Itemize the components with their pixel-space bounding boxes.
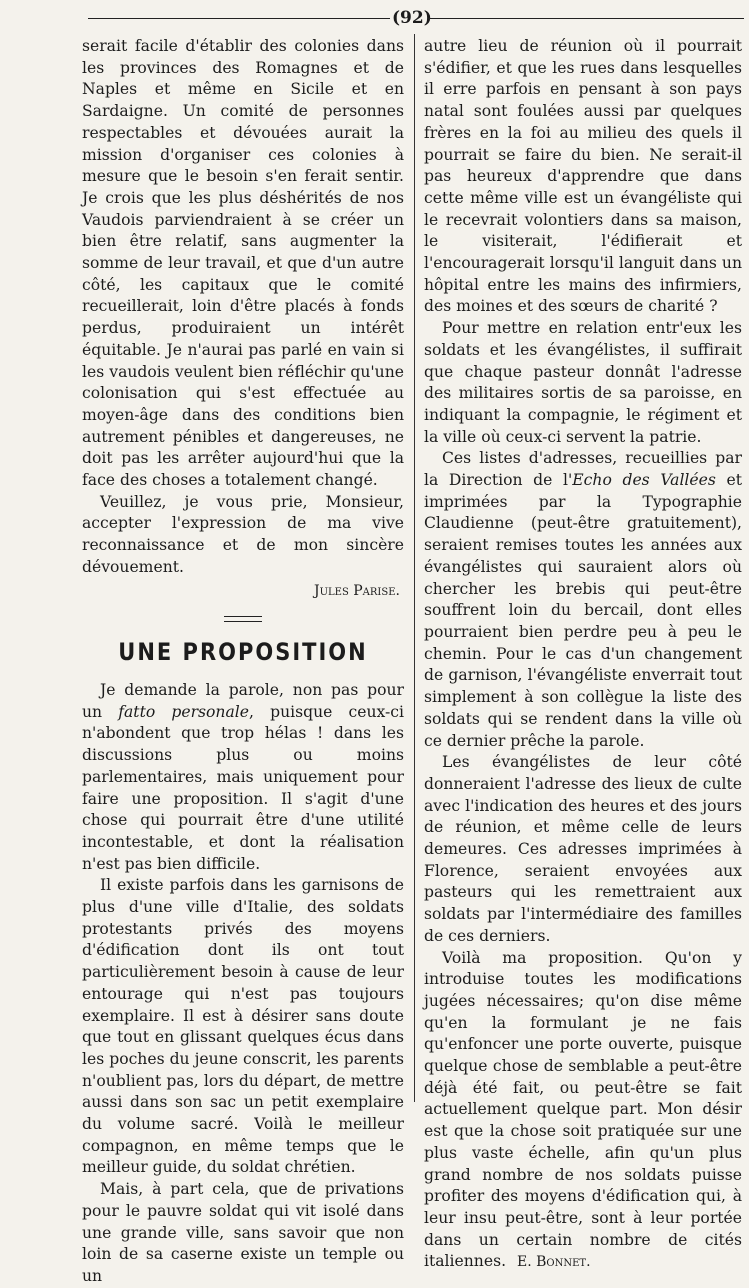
header-rule-right <box>428 18 744 19</box>
section-separator <box>224 616 262 622</box>
article-paragraph-3-end: autre lieu de réunion où il pourrait s'édifier, et que les rues dans lesquelles il erre parfois en pensant à son pays natal sont foulées aussi par quelques frères en la foi au milieu des quels il pourrait se faire du bien. Ne serait-il pas heureux d'apprendre que dans cette même ville est un évangéliste qui le recevrait volontiers dans sa maison, le visiterait, l'édifierait et l'encouragerait lorsqu'il languit dans un hôpital entre les mains des infirmiers, des moines et des sœurs de charité ? <box>424 37 742 316</box>
page-number: (92) <box>392 8 432 28</box>
article-paragraph-3-start: Mais, à part cela, que de privations pour le pauvre soldat qui vit isolé dans une grande ville, sans savoir que non loin de sa caserne existe un temple ou un <box>82 1180 404 1285</box>
article-signature: E. Bonnet. <box>517 1254 591 1271</box>
article-paragraph-2: Il existe parfois dans les garnisons de plus d'une ville d'Italie, des soldats protestants privés des moyens d'édification dont ils ont tout particulièrement besoin à cause de leur entourage qui n'est pas toujours exemplaire. Il est à désirer sans doute que tout en glissant quelques écus dans les poches du jeune conscrit, les parents n'oublient pas, lors du départ, de mettre aussi dans son sac un petit exemplaire du volume sacré. Voilà le meilleur compagnon, en même temps que le meilleur guide, du soldat chrétien. <box>82 876 404 1177</box>
letter-continued-paragraph: serait facile d'établir des colonies dans les provinces des Romagnes et de Naples et même en Sicile et en Sardaigne. Un comité de personnes respectables et dévouées aurait la mission d'organiser ces colonies à mesure que le besoin s'en ferait sentir. Je crois que les plus déshérités de nos Vaudois parviendraient à se créer un bien être relatif, sans augmenter la somme de leur travail, et que d'un autre côté, les capitaux que le comité recueillerait, loin d'être placés à fonds perdus, produiraient un intérêt équitable. Je n'aurai pas parlé en vain si les vaudois veulent bien réfléchir qu'une colonisation qui s'est effectuée au moyen-âge dans des conditions bien autrement pénibles et dangereuses, ne doit pas les arrêter aujourd'hui que la face des choses a totalement changé. <box>82 37 404 490</box>
paragraph-5-text-a: Ces listes d'adresses, recueillies par la Direction de l' <box>424 449 742 490</box>
article-paragraph-4: Pour mettre en relation entr'eux les soldats et les évangélistes, il suffirait que chaque pasteur donnât l'adresse des militaires sortis de sa paroisse, en indiquant la compagnie, le régiment et la ville où ceux-ci servent la patrie. <box>424 319 742 446</box>
letter-closing: Veuillez, je vous prie, Monsieur, accepter l'expression de ma vive reconnaissance et de mon sincère dévouement. <box>82 492 404 576</box>
paragraph-5-italic: Echo des Vallées <box>572 471 716 490</box>
article-title: UNE PROPOSITION <box>118 638 368 666</box>
left-column <box>82 36 404 1288</box>
article-paragraph-1 <box>82 680 404 875</box>
header-rule-left <box>88 18 390 19</box>
right-column <box>424 36 742 1274</box>
page-header <box>0 6 749 28</box>
article-paragraph-5 <box>424 448 742 752</box>
paragraph-1-italic: fatto personale <box>118 702 249 721</box>
paragraph-1-text-b: , puisque ceux-ci n'abondent que trop hélas ! dans les discussions plus ou moins parlementaires, mais uniquement pour faire une proposition. Il s'agit d'une chose qui pourrait être d'une utilité incontestable, et dont la réalisation n'est pas bien difficile. <box>82 702 405 873</box>
paragraph-1-text-a: Je demande la parole, non pas pour un <box>82 680 404 721</box>
column-divider <box>414 34 415 1102</box>
paragraph-5-text-b: et imprimées par la Typographie Claudienne (peut-être gratuitement), seraient remises toutes les années aux évangélistes qui sauraient alors où chercher les brebis qui peut-être souffrent loin du bercail, dont elles pourraient bien perdre peu à peu le chemin. Pour le cas d'un changement de garnison, l'évangéliste enverrait tout simplement à son collègue la liste des soldats qui se rendent dans la ville où ce dernier prêche la parole. <box>424 471 743 750</box>
paragraph-7-text: Voilà ma proposition. Qu'on y introduise toutes les modifications jugées nécessaires; qu'on dise même qu'en la formulant je ne fais qu'enfoncer une porte ouverte, puisque quelque chose de semblable a peut-être déjà été fait, ou peut-être se fait actuellement quelque part. Mon désir est que la chose soit pratiquée sur une plus vaste échelle, afin qu'un plus grand nombre de nos soldats puisse profiter des moyens d'édification qui, à leur insu peut-être, sont à leur portée dans un certain nombre de cités italiennes. <box>424 948 742 1271</box>
article-paragraph-7 <box>424 948 742 1275</box>
letter-signature: Jules Parise. <box>313 582 400 599</box>
article-paragraph-6: Les évangélistes de leur côté donneraient l'adresse des lieux de culte avec l'indication des heures et des jours de réunion, et même celle de leurs demeures. Ces adresses imprimées à Florence, seraient envoyées aux pasteurs qui les remettraient aux soldats par l'intermédiaire des familles de ces derniers. <box>424 753 742 945</box>
